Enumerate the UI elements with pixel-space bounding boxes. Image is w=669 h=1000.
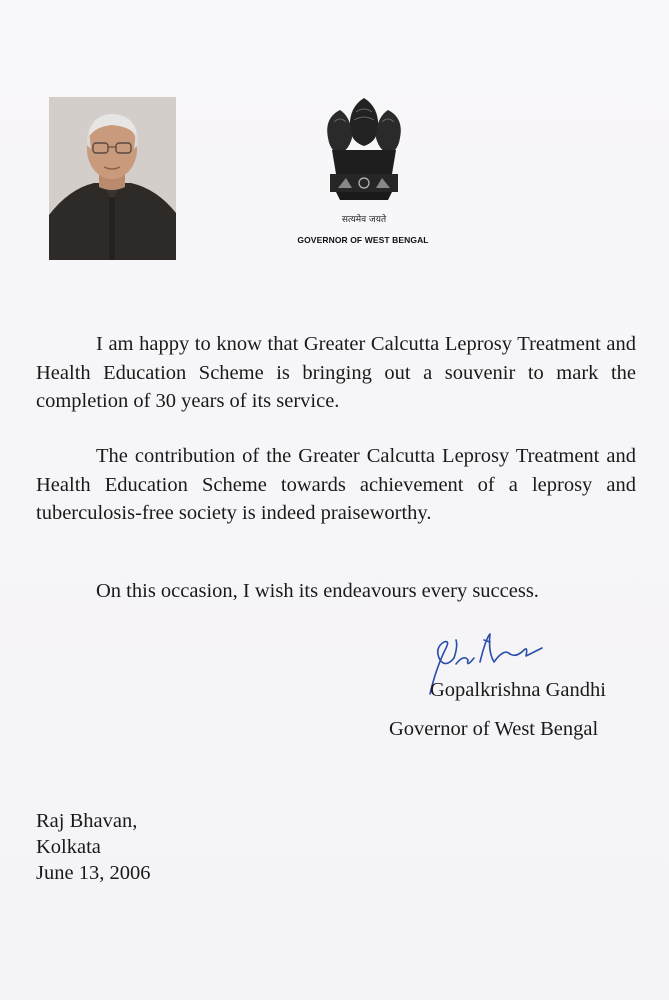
- office-title: GOVERNOR OF WEST BENGAL: [297, 235, 429, 245]
- signatory-title: Governor of West Bengal: [389, 718, 599, 740]
- paragraph-2-text: The contribution of the Greater Calcutta Leprosy Treatment and Health Education Scheme towards achievement of a leprosy and tuberculosis-free society is indeed praiseworthy.: [36, 445, 636, 524]
- letter-date: June 13, 2006: [36, 862, 151, 884]
- signatory-name: Gopalkrishna Gandhi: [430, 679, 606, 701]
- paragraph-1-text: I am happy to know that Greater Calcutta Leprosy Treatment and Health Education Scheme is bringing out a souvenir to mark the completion of 30 years of its service.: [36, 333, 636, 412]
- address-line-1: Raj Bhavan,: [36, 810, 138, 832]
- address-line-2: Kolkata: [36, 836, 101, 858]
- emblem-motto: सत्यमेव जयते: [341, 215, 387, 225]
- body-paragraph-3: On this occasion, I wish its endeavours every success.: [96, 580, 539, 602]
- body-paragraph-2: [36, 442, 636, 528]
- body-paragraph-1: [36, 330, 636, 416]
- state-emblem-lion-capital: [318, 90, 410, 218]
- governor-portrait-photo: [49, 97, 176, 260]
